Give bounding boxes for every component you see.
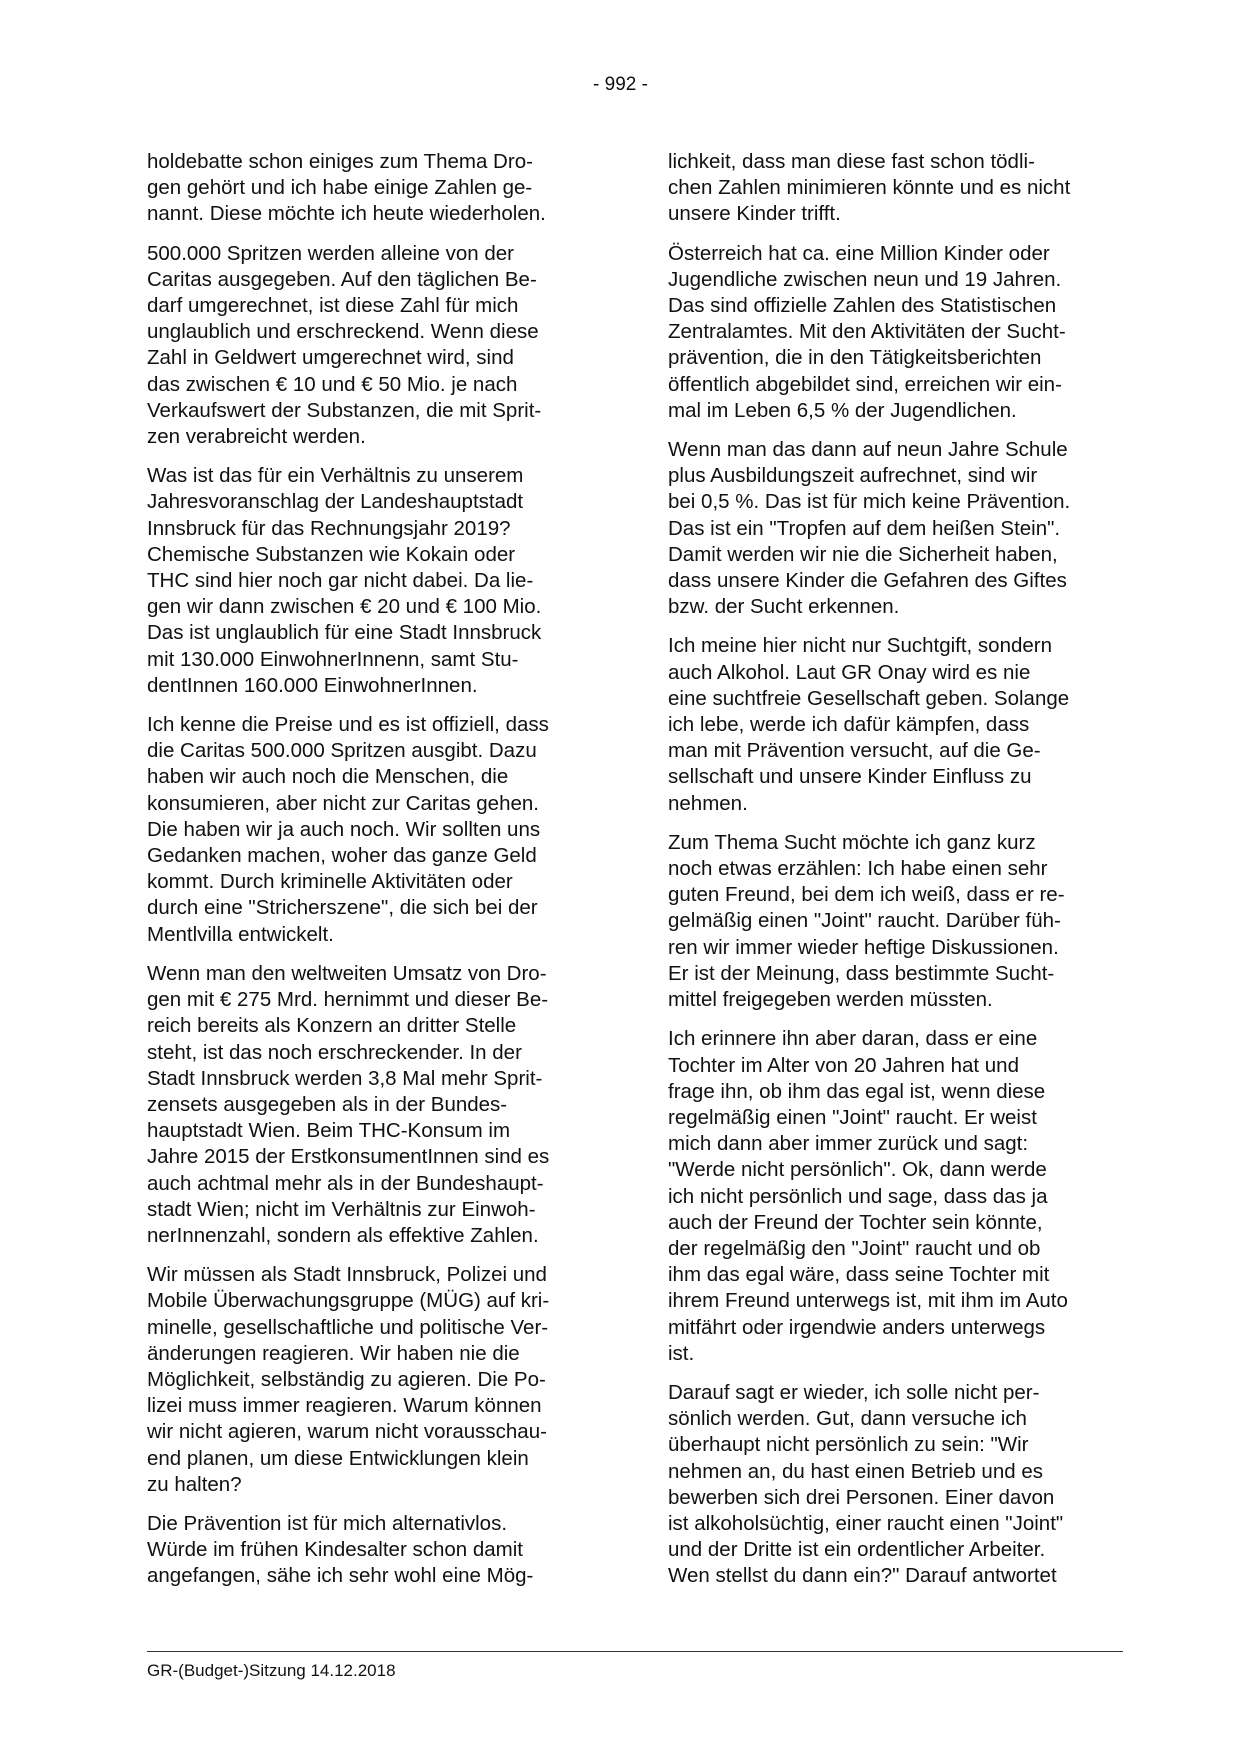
paragraph [668,241,1123,424]
text-line: lizei muss immer reagieren. Warum können [147,1394,542,1418]
paragraph [147,241,597,451]
text-line: Das sind offizielle Zahlen des Statistischen [668,294,1057,318]
text-line: holdebatte schon einiges zum Thema Dro- [147,150,533,173]
text-line: ich nicht persönlich und sage, dass das ja [668,1184,1048,1208]
text-line: Innsbruck für das Rechnungsjahr 2019? [147,516,511,540]
text-line: plus Ausbildungszeit aufrechnet, sind wir [668,464,1038,488]
text-line: Zahl in Geldwert umgerechnet wird, sind [147,346,514,370]
text-line: chen Zahlen minimieren könnte und es nicht [668,176,1071,200]
text-line: Ich meine hier nicht nur Suchtgift, sondern [668,634,1053,658]
text-line: noch etwas erzählen: Ich habe einen sehr [668,857,1048,881]
text-line: mal im Leben 6,5 % der Jugendlichen. [668,398,1017,422]
text-line: nerInnenzahl, sondern als effektive Zahlen. [147,1223,539,1247]
text-line: und der Dritte ist ein ordentlicher Arbeiter. [668,1538,1046,1562]
text-line: ihrem Freund unterwegs ist, mit ihm im Auto [668,1289,1068,1313]
text-line: angefangen, sähe ich sehr wohl eine Mög- [147,1564,534,1588]
text-line: ren wir immer wieder heftige Diskussionen. [668,935,1059,959]
text-line: änderungen reagieren. Wir haben nie die [147,1341,520,1365]
text-line: Damit werden wir nie die Sicherheit haben, [668,542,1058,566]
text-line: sellschaft und unsere Kinder Einfluss zu [668,765,1032,789]
text-line: Würde im frühen Kindesalter schon damit [147,1538,524,1562]
text-line: nehmen an, du hast einen Betrieb und es [668,1459,1043,1483]
text-line: gelmäßig einen "Joint" raucht. Darüber füh- [668,909,1061,933]
text-line: bewerben sich drei Personen. Einer davon [668,1485,1055,1509]
text-line: sönlich werden. Gut, dann versuche ich [668,1407,1027,1431]
text-line: haben wir auch noch die Menschen, die [147,765,509,789]
text-line: Caritas ausgegeben. Auf den täglichen Be- [147,267,537,291]
paragraph [668,149,1123,228]
text-line: Das ist unglaublich für eine Stadt Innsbruck [147,621,542,645]
text-line: Was ist das für ein Verhältnis zu unserem [147,464,524,488]
paragraph [147,463,597,699]
text-line: steht, ist das noch erschreckender. In der [147,1040,522,1064]
text-line: regelmäßig einen "Joint" raucht. Er weist [668,1105,1037,1129]
text-line: der regelmäßig den "Joint" raucht und ob [668,1236,1041,1260]
text-line: Die haben wir ja auch noch. Wir sollten uns [147,817,541,841]
text-line: reich bereits als Konzern an dritter Stelle [147,1014,517,1038]
text-line: Jugendliche zwischen neun und 19 Jahren. [668,267,1062,291]
paragraph [668,1380,1123,1590]
text-line: Er ist der Meinung, dass bestimmte Sucht- [668,961,1055,985]
text-line: mich dann aber immer zurück und sagt: [668,1132,1029,1156]
text-line: Zentralamtes. Mit den Aktivitäten der Sucht- [668,320,1066,344]
text-line: Das ist ein "Tropfen auf dem heißen Stein". [668,516,1061,540]
text-line: dentInnen 160.000 EinwohnerInnen. [147,673,478,697]
text-line: Ich kenne die Preise und es ist offiziell, dass [147,713,549,737]
text-line: unglaublich und erschreckend. Wenn diese [147,320,539,344]
text-line: auch Alkohol. Laut GR Onay wird es nie [668,660,1031,684]
paragraph [668,437,1123,620]
text-line: mittel freigegeben werden müssten. [668,988,993,1012]
text-line: überhaupt nicht persönlich zu sein: "Wir [668,1433,1029,1457]
paragraph [668,830,1123,1013]
right-column [668,149,1123,1603]
text-line: prävention, die in den Tätigkeitsberichten [668,346,1042,370]
text-line: das zwischen € 10 und € 50 Mio. je nach [147,372,518,396]
text-line: Tochter im Alter von 20 Jahren hat und [668,1053,1019,1077]
text-line: öffentlich abgebildet sind, erreichen wir ein- [668,372,1062,396]
text-line: Chemische Substanzen wie Kokain oder [147,542,516,566]
text-line: ich lebe, werde ich dafür kämpfen, dass [668,713,1030,737]
text-line: end planen, um diese Entwicklungen klein [147,1446,529,1470]
page-number: - 992 - [593,74,648,95]
text-line: Zum Thema Sucht möchte ich ganz kurz [668,830,1036,854]
text-line: Mentlvilla entwickelt. [147,922,334,946]
text-line: Österreich hat ca. eine Million Kinder oder [668,241,1050,265]
text-line: ist alkoholsüchtig, einer raucht einen "Joint" [668,1511,1064,1535]
text-line: auch achtmal mehr als in der Bundeshaupt- [147,1171,544,1195]
text-line: konsumieren, aber nicht zur Caritas gehen. [147,791,539,815]
text-line: zu halten? [147,1472,242,1496]
text-line: gen gehört und ich habe einige Zahlen ge- [147,176,533,200]
paragraph [147,1511,597,1590]
paragraph [147,961,597,1249]
left-column [147,149,597,1603]
text-line: bzw. der Sucht erkennen. [668,595,900,619]
text-line: Möglichkeit, selbständig zu agieren. Die Po- [147,1367,546,1391]
text-line: kommt. Durch kriminelle Aktivitäten oder [147,870,513,894]
text-line: wir nicht agieren, warum nicht vorausschau- [147,1420,547,1444]
footer-divider [147,1651,1123,1652]
text-line: Wenn man den weltweiten Umsatz von Dro- [147,961,547,985]
text-line: Mobile Überwachungsgruppe (MÜG) auf kri- [147,1289,550,1313]
paragraph [147,712,597,948]
text-line: nehmen. [668,791,748,815]
text-line: bei 0,5 %. Das ist für mich keine Prävention. [668,490,1071,514]
text-line: zen verabreicht werden. [147,425,366,449]
paragraph [668,1026,1123,1367]
text-line: gen mit € 275 Mrd. hernimmt und dieser Be- [147,988,549,1012]
text-line: die Caritas 500.000 Spritzen ausgibt. Dazu [147,739,537,763]
text-line: lichkeit, dass man diese fast schon tödli- [668,150,1035,173]
text-line: ihm das egal wäre, dass seine Tochter mit [668,1263,1050,1287]
text-line: eine suchtfreie Gesellschaft geben. Solange [668,686,1070,710]
text-line: Wir müssen als Stadt Innsbruck, Polizei und [147,1263,547,1287]
text-line: Wenn man das dann auf neun Jahre Schule [668,438,1068,462]
text-line: unsere Kinder trifft. [668,202,841,226]
text-line: Stadt Innsbruck werden 3,8 Mal mehr Sprit- [147,1066,543,1090]
text-line: auch der Freund der Tochter sein könnte, [668,1210,1043,1234]
text-line: "Werde nicht persönlich". Ok, dann werde [668,1158,1047,1182]
text-line: minelle, gesellschaftliche und politische Ver- [147,1315,549,1339]
text-line: dass unsere Kinder die Gefahren des Giftes [668,569,1067,593]
text-line: Die Prävention ist für mich alternativlos. [147,1511,508,1535]
text-line: gen wir dann zwischen € 20 und € 100 Mio. [147,595,542,619]
text-line: THC sind hier noch gar nicht dabei. Da lie- [147,569,534,593]
text-line: Wen stellst du dann ein?" Darauf antwortet [668,1564,1057,1588]
footer-session-label: GR-(Budget-)Sitzung 14.12.2018 [147,1661,396,1680]
text-line: mitfährt oder irgendwie anders unterwegs [668,1315,1046,1339]
text-line: ist. [668,1341,695,1365]
text-line: Jahre 2015 der ErstkonsumentInnen sind es [147,1145,550,1169]
text-line: mit 130.000 EinwohnerInnenn, samt Stu- [147,647,519,671]
text-line: zensets ausgegeben als in der Bundes- [147,1092,508,1116]
text-line: darf umgerechnet, ist diese Zahl für mich [147,294,519,318]
paragraph [147,149,597,228]
text-line: nannt. Diese möchte ich heute wiederholen. [147,202,546,226]
text-line: Ich erinnere ihn aber daran, dass er eine [668,1027,1038,1051]
paragraph [668,633,1123,816]
text-line: guten Freund, bei dem ich weiß, dass er re- [668,883,1065,907]
text-line: Jahresvoranschlag der Landeshauptstadt [147,490,524,514]
text-line: frage ihn, ob ihm das egal ist, wenn diese [668,1079,1046,1103]
text-line: hauptstadt Wien. Beim THC-Konsum im [147,1119,511,1143]
text-line: Darauf sagt er wieder, ich solle nicht per- [668,1380,1040,1404]
text-line: durch eine "Stricherszene", die sich bei der [147,896,538,920]
text-line: man mit Prävention versucht, auf die Ge- [668,739,1041,763]
text-line: stadt Wien; nicht im Verhältnis zur Einwoh- [147,1197,536,1221]
text-line: Verkaufswert der Substanzen, die mit Sprit- [147,398,542,422]
text-line: Gedanken machen, woher das ganze Geld [147,844,537,868]
text-line: 500.000 Spritzen werden alleine von der [147,241,514,265]
paragraph [147,1262,597,1498]
